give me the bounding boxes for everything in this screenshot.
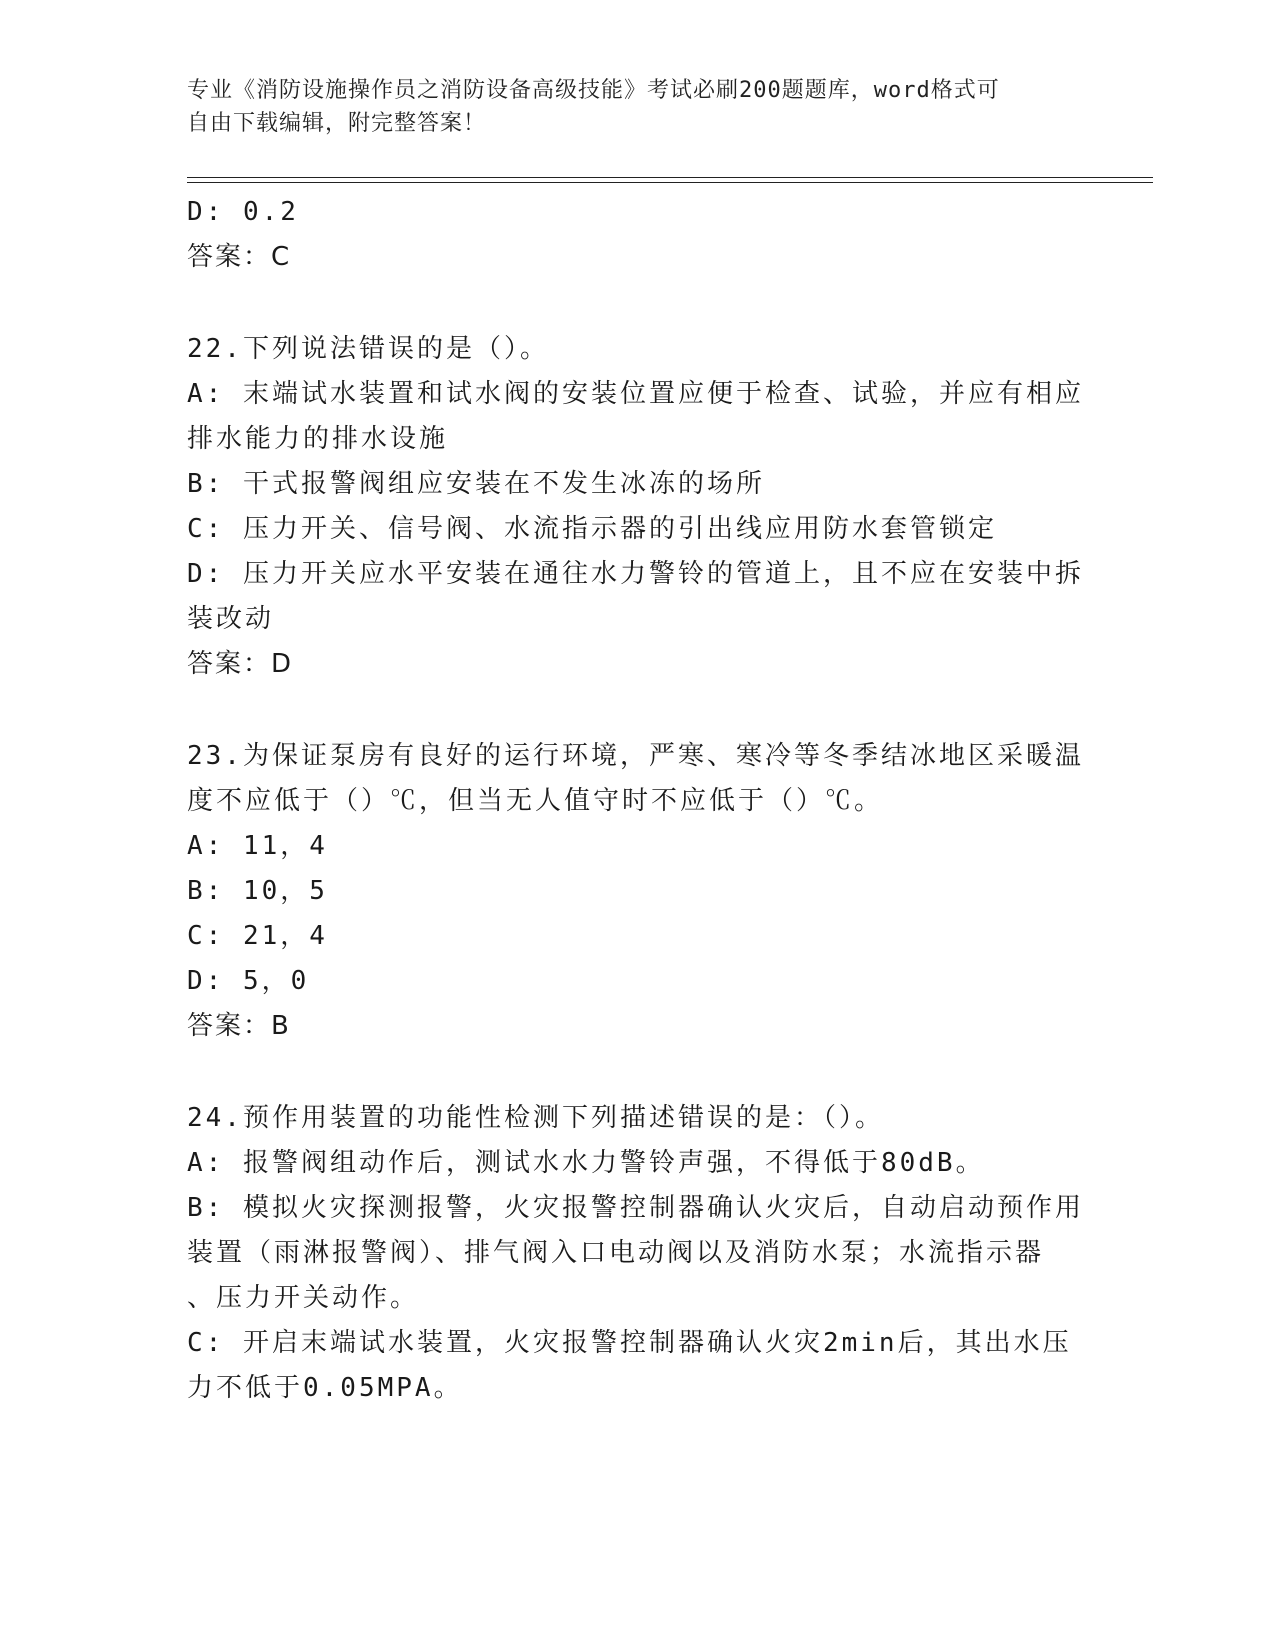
- option-c: C: 压力开关、信号阀、水流指示器的引出线应用防水套管锁定: [187, 514, 997, 544]
- option-d-line-2: 装改动: [187, 604, 275, 634]
- spacer: [187, 280, 1087, 327]
- question-body: [187, 190, 1087, 1411]
- header-divider-top: [187, 177, 1153, 178]
- spacer: [187, 1049, 1087, 1096]
- question-24: [187, 1096, 1087, 1411]
- option-a-line-2: 排水能力的排水设施: [187, 424, 449, 454]
- answer: 答案：D: [187, 649, 294, 679]
- option-b-line-1: B: 模拟火灾探测报警，火灾报警控制器确认火灾后，自动启动预作用: [187, 1193, 1084, 1223]
- previous-answer: 答案：C: [187, 242, 292, 272]
- option-a-line-1: A: 末端试水装置和试水阀的安装位置应便于检查、试验，并应有相应: [187, 379, 1084, 409]
- question-23: [187, 734, 1087, 1049]
- question-stem-line-1: 23.为保证泵房有良好的运行环境，严寒、寒冷等冬季结冰地区采暖温: [187, 741, 1084, 771]
- option-c: C: 21，4: [187, 921, 328, 951]
- header-line-2: 自由下载编辑，附完整答案！: [187, 111, 487, 136]
- spacer: [187, 687, 1087, 734]
- previous-option-d: D: 0.2: [187, 197, 299, 227]
- option-a: A: 11，4: [187, 831, 328, 861]
- option-b: B: 干式报警阀组应安装在不发生冰冻的场所: [187, 469, 765, 499]
- header-divider-bottom: [187, 182, 1153, 183]
- option-d: D: 5，0: [187, 966, 310, 996]
- option-b-line-3: 、压力开关动作。: [187, 1283, 420, 1313]
- option-a: A: 报警阀组动作后，测试水水力警铃声强，不得低于80dB。: [187, 1148, 985, 1178]
- question-22: [187, 327, 1087, 687]
- option-c-line-1: C: 开启末端试水装置，火灾报警控制器确认火灾2min后，其出水压: [187, 1328, 1072, 1358]
- option-b-line-2: 装置（雨淋报警阀）、排气阀入口电动阀以及消防水泵；水流指示器: [187, 1238, 1045, 1268]
- question-stem-line: 24.预作用装置的功能性检测下列描述错误的是：（）。: [187, 1103, 884, 1133]
- option-b: B: 10，5: [187, 876, 328, 906]
- answer: 答案：B: [187, 1011, 291, 1041]
- option-d-line-1: D: 压力开关应水平安装在通往水力警铃的管道上，且不应在安装中拆: [187, 559, 1084, 589]
- document-header: [187, 74, 1067, 140]
- header-line-1: 专业《消防设施操作员之消防设备高级技能》考试必刷200题题库，word格式可: [187, 78, 1000, 103]
- question-stem-line-2: 度不应低于（）℃，但当无人值守时不应低于（）℃。: [187, 786, 884, 816]
- option-c-line-2: 力不低于0.05MPA。: [187, 1373, 463, 1403]
- question-stem-line: 22.下列说法错误的是（）。: [187, 334, 549, 364]
